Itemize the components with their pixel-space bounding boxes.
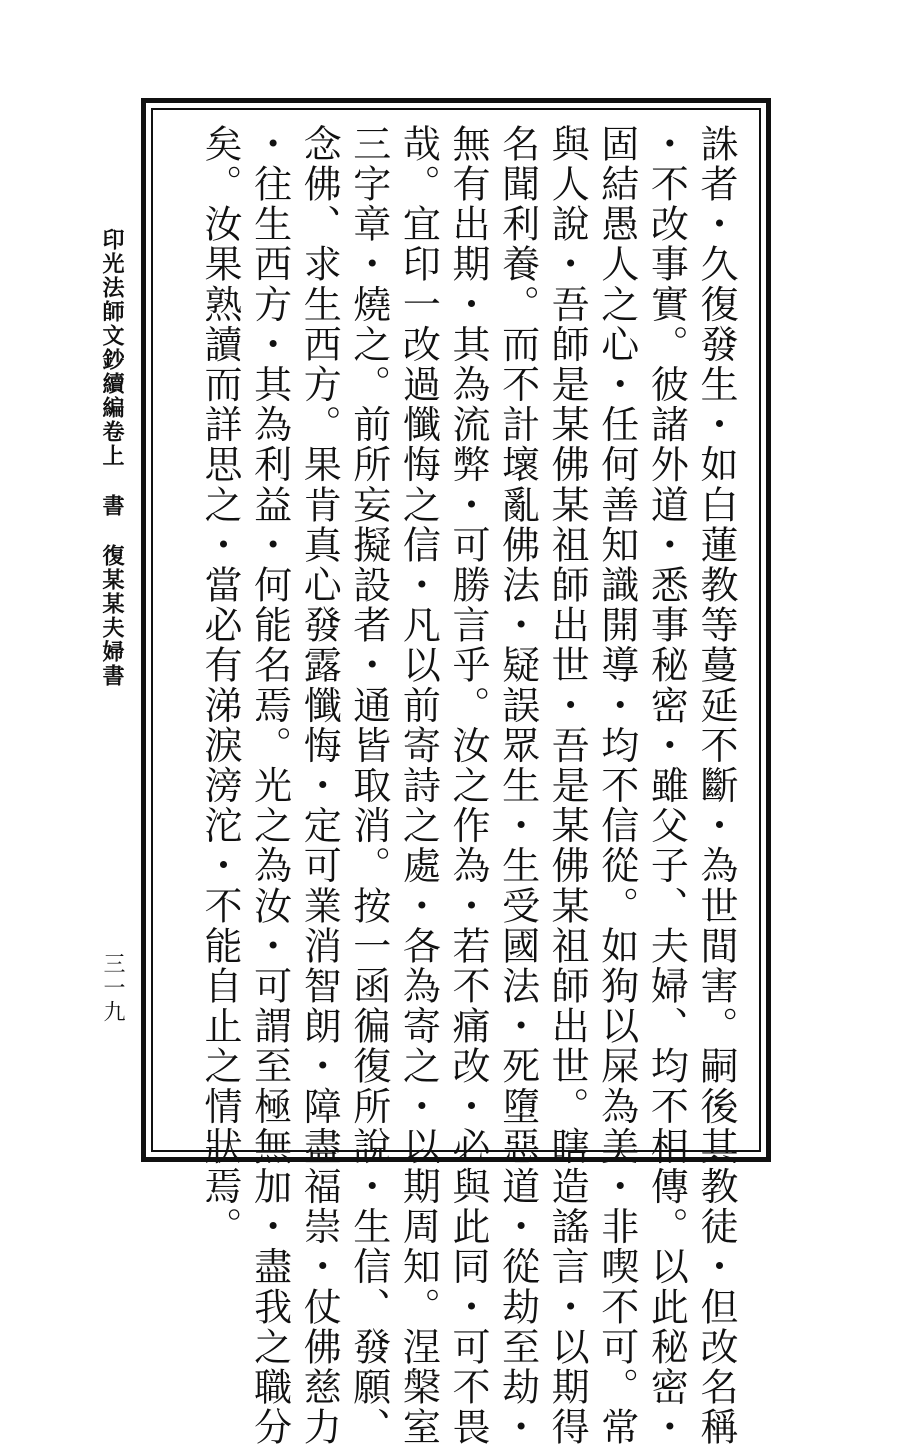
text-column: 矣。汝果熟讀而詳思之・當必有涕淚滂沱・不能自止之情狀焉。: [198, 124, 242, 1247]
text-column: 固結愚人之心・任何善知識開導・均不信從。如狗以屎為美・非喫不可。常: [594, 124, 639, 1447]
body-text: [196, 124, 740, 1447]
text-column: 哉。宜印一改過懺悔之信・凡以前寄詩之處・各為寄之・以期周知。涅槃室: [396, 124, 441, 1447]
article-title: 復某某夫婦書: [99, 544, 125, 688]
text-column: 無有出期・其為流弊・可勝言乎。汝之作為・若不痛改・必與此同・可不畏: [445, 124, 490, 1447]
text-column: ・往生西方・其為利益・何能名焉。光之為汝・可謂至極無加・盡我之職分: [247, 124, 292, 1447]
page-number: 三一九: [100, 952, 125, 1024]
text-column: 名聞利養。而不計壞亂佛法・疑誤眾生・生受國法・死墮惡道・從劫至劫・: [495, 124, 540, 1447]
book-title: 印光法師文鈔續編卷上: [99, 228, 125, 468]
text-column: ・不改事實。彼諸外道・悉事秘密・雖父子、夫婦、均不相傳。以此秘密・: [644, 124, 689, 1447]
section-label: 書: [99, 494, 125, 518]
text-column: 與人說・吾師是某佛某祖師出世・吾是某佛某祖師出世。瞎造謠言・以期得: [545, 124, 590, 1447]
text-column: 三字章・燒之。前所妄擬設者・通皆取消。按一函徧復所說・生信、發願、: [346, 124, 391, 1447]
running-header: [98, 228, 126, 688]
text-column: 念佛、求生西方。果肯真心發露懺悔・定可業消智朗・障盡福崇・仗佛慈力: [297, 124, 342, 1447]
text-column: 誅者・久復發生・如白蓮教等蔓延不斷・為世間害。嗣後其教徒・但改名稱: [693, 124, 738, 1447]
